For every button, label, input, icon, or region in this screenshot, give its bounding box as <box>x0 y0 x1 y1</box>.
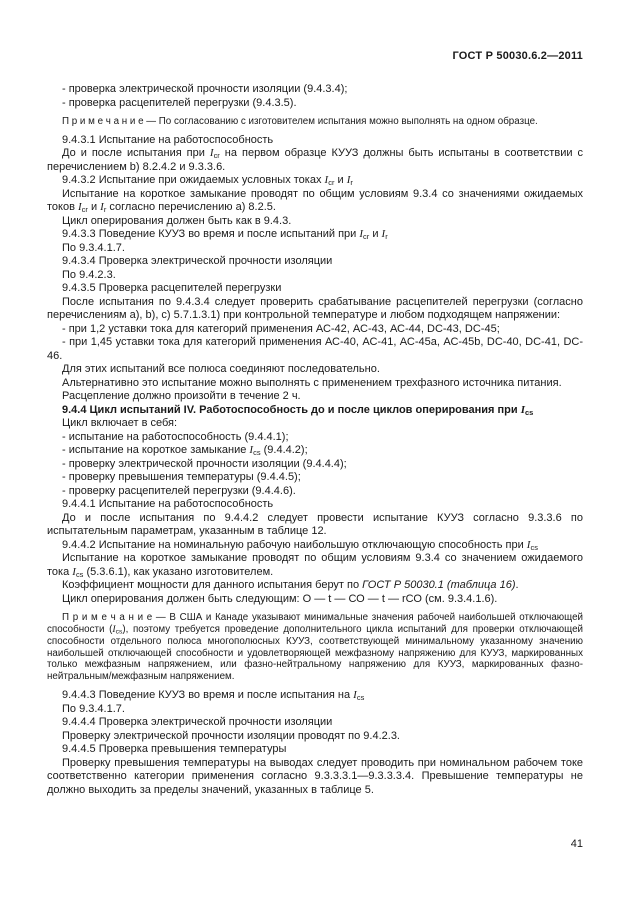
paragraph: Цикл оперирования должен быть следующим: О — t — СО — t — rСО (см. 9.3.4.1.6). <box>62 592 498 605</box>
document-body <box>47 83 583 797</box>
paragraph: 9.4.3.1 Испытание на работоспособность <box>62 133 274 146</box>
current-symbol-subscript: cs <box>75 569 84 579</box>
paragraph: 9.4.4.3 Поведение КУУЗ во время и после испытания на $I_{cs}$ <box>62 689 365 702</box>
paragraph: Цикл включает в себя: <box>62 417 178 430</box>
page-number: 41 <box>570 838 583 850</box>
paragraph: По 9.3.4.1.7. <box>62 702 125 715</box>
current-symbol: I <box>526 538 531 551</box>
paragraph: До и после испытания по 9.4.4.2 следует провести испытание КУУЗ согласно 9.3.3.6 по испытательным параметрам, указанным в таблице 12. <box>47 511 583 538</box>
note-paragraph: П р и м е ч а н и е — В США и Канаде указывают минимальные значения рабочей наибольшей отключающей способности $(I_{cs})$, поэтому требуется проведение дополнительного цикла испытаний для проверки отключающей способности отдельного полюса многополюсных КУУЗ, соответствующей минимальному указанному значению наибольшей отключающей способности и удовлетворяющей межфазному напряжению для КУУЗ, маркированных только межфазным напряжением, или фазно-нейтральному напряжению для КУУЗ, маркированных фазно-нейтральным/межфазным напряжением. <box>47 612 583 683</box>
current-symbol-subscript: cs <box>115 628 123 636</box>
paragraph: - испытание на короткое замыкание $I_{cs}$ (9.4.4.2); <box>62 444 308 458</box>
paragraph: Испытание на короткое замыкание проводят по общим условиям 9.3.4 со значением ожидаемого тока $I_{cs}$ (5.3.6.1), как указано изготовителем. <box>47 552 583 579</box>
current-symbol: I <box>359 228 364 241</box>
current-symbol: I <box>520 403 525 416</box>
current-symbol: I <box>324 174 329 187</box>
paragraph: - проверку электрической прочности изоляции (9.4.4.4); <box>62 457 347 470</box>
current-symbol: I <box>72 565 76 578</box>
paragraph: По 9.3.4.1.7. <box>62 241 125 254</box>
paragraph: Цикл оперирования должен быть как в 9.4.3. <box>62 214 292 227</box>
paragraph: - испытание на работоспособность (9.4.4.1); <box>62 430 289 443</box>
paragraph: - проверку превышения температуры (9.4.4.5); <box>62 471 301 484</box>
paragraph: По 9.4.2.3. <box>62 268 116 281</box>
current-symbol-subscript: r <box>350 178 353 188</box>
section-heading: 9.4.4 Цикл испытаний IV. Работоспособность до и после циклов оперирования при $I_{cs}$ <box>62 403 534 417</box>
current-symbol: I <box>209 147 214 160</box>
paragraph: Испытание на короткое замыкание проводят по общим условиям 9.3.4 со значениями ожидаемых токов $I_{cr}$ и $I_r$ согласно перечислению а) 8.2.5. <box>47 187 583 215</box>
paragraph: 9.4.4.1 Испытание на работоспособность <box>62 498 274 511</box>
paragraph: Расцепление должно произойти в течение 2 ч. <box>62 390 301 403</box>
current-symbol: I <box>249 444 254 457</box>
current-symbol: I <box>78 201 82 214</box>
current-symbol-subscript: cs <box>530 542 538 552</box>
current-symbol-subscript: cr <box>213 151 220 161</box>
paragraph: Для этих испытаний все полюса соединяют последовательно. <box>62 363 380 376</box>
current-symbol: I <box>100 201 104 214</box>
current-symbol: I <box>381 228 386 241</box>
paragraph: Проверку превышения температуры на выводах следует проводить при номинальном рабочем токе соответственно категории применения согласно 9.3.3.3.1—9.3.3.3.4. Превышение температуры не должно выходить за пределы значений, указанных в таблице 5. <box>47 756 583 796</box>
paragraph: Коэффициент мощности для данного испытания берут по ГОСТ Р 50030.1 (таблица 16). <box>62 579 519 592</box>
document-header: ГОСТ Р 50030.6.2—2011 <box>452 50 583 62</box>
note-paragraph: П р и м е ч а н и е — По согласованию с изготовителем испытания можно выполнять на одном образце. <box>62 116 538 127</box>
current-symbol-subscript: r <box>103 205 107 215</box>
paragraph: После испытания по 9.4.3.4 следует проверить срабатывание расцепителей перегрузки (согласно перечислениям а), b), c) 5.7.1.3.1) при контрольной температуре и любом подходящем напряжении: <box>47 295 583 322</box>
paragraph: - при 1,45 уставки тока для категорий применения АС-40, АС-41, АС-45а, АС-45b, DC-40, DC-41, DC-46. <box>47 336 583 362</box>
paragraph: - проверка электрической прочности изоляции (9.4.3.4); <box>62 83 348 95</box>
current-symbol-subscript: r <box>385 232 388 242</box>
paragraph: Проверку электрической прочности изоляции проводят по 9.4.2.3. <box>62 729 400 742</box>
current-symbol: I <box>112 624 116 636</box>
current-symbol-subscript: cs <box>524 407 534 417</box>
current-symbol-subscript: cs <box>356 692 365 702</box>
paragraph: До и после испытания при $I_{cr}$ на первом образце КУУЗ должны быть испытаны в соответствии с перечислением b) 8.2.4.2 и 9.3.3.6. <box>47 147 583 173</box>
paragraph: Альтернативно это испытание можно выполнять с применением трехфазного источника питания. <box>62 376 562 389</box>
paragraph: 9.4.3.3 Поведение КУУЗ во время и после испытаний при $I_{cr}$ и $I_r$ <box>62 228 388 242</box>
paragraph: - проверку расцепителей перегрузки (9.4.4.6). <box>62 484 296 497</box>
paragraph: 9.4.4.4 Проверка электрической прочности изоляции <box>62 716 333 729</box>
current-symbol-subscript: cs <box>253 448 261 458</box>
current-symbol: I <box>353 689 357 702</box>
paragraph: 9.4.4.2 Испытание на номинальную рабочую наибольшую отключающую способность при $I_{cs}$ <box>62 538 538 552</box>
italic-reference: ГОСТ Р 50030.1 (таблица 16) <box>362 579 516 592</box>
paragraph: 9.4.4.5 Проверка превышения температуры <box>62 743 287 756</box>
current-symbol-subscript: cr <box>328 178 335 188</box>
current-symbol-subscript: cr <box>81 205 88 215</box>
paragraph: - при 1,2 уставки тока для категорий применения АС-42, АС-43, АС-44, DC-43, DC-45; <box>62 322 500 335</box>
current-symbol: I <box>346 174 351 187</box>
paragraph: 9.4.3.2 Испытание при ожидаемых условных токах $I_{cr}$ и $I_r$ <box>62 174 353 188</box>
paragraph: - проверка расцепителей перегрузки (9.4.3.5). <box>62 96 297 109</box>
paragraph: 9.4.3.4 Проверка электрической прочности изоляции <box>62 255 333 268</box>
paragraph: 9.4.3.5 Проверка расцепителей перегрузки <box>62 282 282 295</box>
current-symbol-subscript: cr <box>363 232 370 242</box>
